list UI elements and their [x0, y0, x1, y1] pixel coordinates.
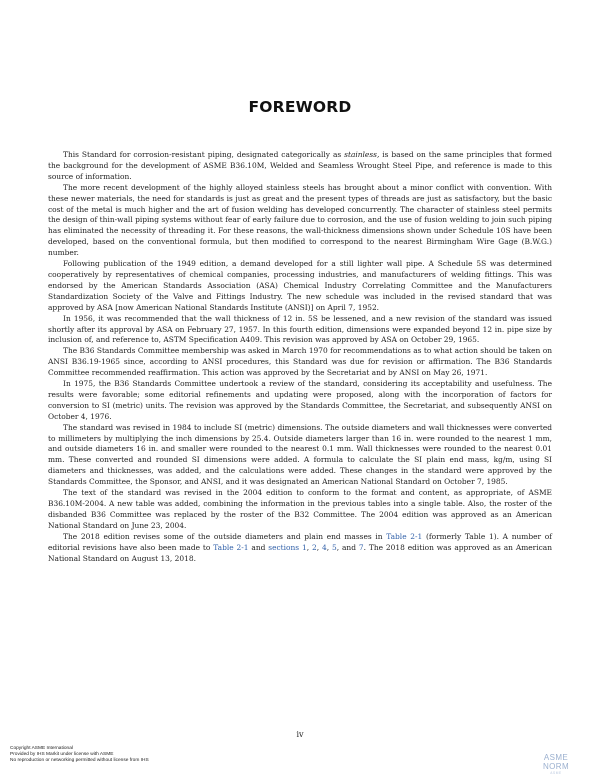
paragraph-9-text-h: . The 2018 edition was approved as an American National Standard on August 13, 2018.	[48, 542, 552, 563]
paragraph-3: Following publication of the 1949 edition, a demand developed for a still lighter wall pipe. A Schedule 5S was determined cooperatively by representatives of chemical companies, processing industries, and manufacturers of welding fittings. This was endorsed by the American Standards Association (ASA) Chemical Industry Correlating Committee and the Manufacturers Standardization Society of the Valve and Fittings Industry. The new schedule was included in the revised standard that was approved by ASA [now American National Standards Institute (ANSI)] on April 7, 1952.	[48, 259, 552, 312]
watermark-logo-text: ASME NORM	[542, 753, 570, 771]
section-4-link[interactable]: 4	[322, 542, 327, 552]
paragraph-1-rest: is based on the same principles that formed the background for the development of ASME B36.10M, Welded and Seamless Wrought Steel Pipe, and reference is made to this source of information.	[48, 150, 552, 181]
paragraph-9-text-g: , and	[336, 542, 359, 552]
page-title: FOREWORD	[248, 98, 352, 116]
paragraph-9-text-f: ,	[326, 542, 332, 552]
paragraph-7: The standard was revised in 1984 to include SI (metric) dimensions. The outside diameters and wall thicknesses were converted to millimeters by multiplying the inch dimensions by 25.4. Outside diameters larger than 16 in. were rounded to the nearest 1 mm, and outside diameters 16 in. and smaller were rounded to the nearest 0.1 mm. Wall thicknesses were rounded to the nearest 0.01 mm. These converted and rounded SI dimensions were added. A formula to calculate the SI plain end mass, kg/m, using SI diameters and thicknesses, was added, and the calculations were added. These changes in the standard were approved by the Standards Committee, the Sponsor, and ANSI, and it was designated an American National Standard on October 7, 1985.	[48, 422, 552, 487]
page-number: iv	[296, 730, 304, 739]
paragraph-9-text-b: (formerly Table 1). A number of editorial revisions have also been made to	[48, 531, 552, 552]
table-2-1-link-second[interactable]: Table 2-1	[213, 542, 249, 552]
foreword-body	[48, 150, 552, 564]
paragraph-9-text-c: and	[248, 542, 269, 552]
section-1-link[interactable]: sections 1	[268, 542, 307, 552]
table-2-1-link[interactable]: Table 2-1	[386, 531, 423, 541]
asme-watermark-logo	[530, 753, 582, 775]
paragraph-2: The more recent development of the highly alloyed stainless steels has brought about a minor conflict with convention. With these newer materials, the need for standards is just as great and the present types of threads are just as satisfactory, but the basic cost of the metal is much higher and the art of fusion welding has developed concurrently. The character of stainless steel permits the design of thin-wall piping systems without fear of early failure due to corrosion, and the use of fusion welding to join such piping has eliminated the necessity of threading it. For these reasons, the wall-thickness dimensions shown under Schedule 10S have been developed, based on the conventional formula, but then modified to correspond to the nearest Birmingham Wire Gage (B.W.G.) number.	[48, 182, 552, 258]
paragraph-6: In 1975, the B36 Standards Committee undertook a review of the standard, considering its acceptability and usefulness. The results were favorable; some editorial refinements and updating were proposed, along with the incorporation of factors for conversion to SI (metric) units. The revision was approved by the Standards Committee, the Secretariat, and subsequently ANSI on October 4, 1976.	[48, 379, 552, 421]
watermark-sub-text: ASME	[550, 771, 562, 775]
section-5-link[interactable]: 5	[332, 542, 337, 552]
footer-line-3: No reproduction or networking permitted without license from IHS	[10, 758, 149, 764]
paragraph-8: The text of the standard was revised in the 2004 edition to conform to the format and content, as appropriate, of ASME B36.10M-2004. A new table was added, combining the information in the previous tables into a single table. Also, the roster of the disbanded B36 Committee was replaced by the roster of the B32 Committee. The 2004 edition was approved as an American National Standard on June 23, 2004.	[48, 488, 552, 530]
paragraph-9-text-d: ,	[306, 542, 312, 552]
paragraph-9	[48, 532, 552, 565]
paragraph-1-italic: stainless,	[344, 150, 380, 159]
paragraph-5: The B36 Standards Committee membership was asked in March 1970 for recommendations as to what action should be taken on ANSI B36.19-1965 since, according to ANSI procedures, this Standard was due for revision or affirmation. The B36 Standards Committee recommended reaffirmation. This action was approved by the Secretariat and by ANSI on May 26, 1971.	[48, 346, 552, 378]
paragraph-1-text: This Standard for corrosion-resistant piping, designated categorically as	[63, 150, 345, 159]
footer-line-2: Provided by IHS Markit under license with ASME	[10, 752, 114, 758]
paragraph-9-text-a: The 2018 edition revises some of the outside diameters and plain end masses in	[63, 531, 387, 541]
section-2-link[interactable]: 2	[312, 542, 317, 552]
paragraph-4: In 1956, it was recommended that the wall thickness of 12 in. 5S be lessened, and a new revision of the standard was issued shortly after its approval by ASA on February 27, 1957. In this fourth edition, dimensions were expanded beyond 12 in. pipe size by inclusion of, and reference to, ASTM Specification A409. This revision was approved by ASA on October 29, 1965.	[48, 313, 552, 345]
section-7-link[interactable]: 7	[358, 542, 364, 552]
paragraph-9-text-e: ,	[316, 542, 322, 552]
footer-line-1: Copyright ASME International	[10, 746, 73, 751]
paragraph-1	[48, 150, 552, 183]
copyright-footer	[10, 746, 149, 765]
